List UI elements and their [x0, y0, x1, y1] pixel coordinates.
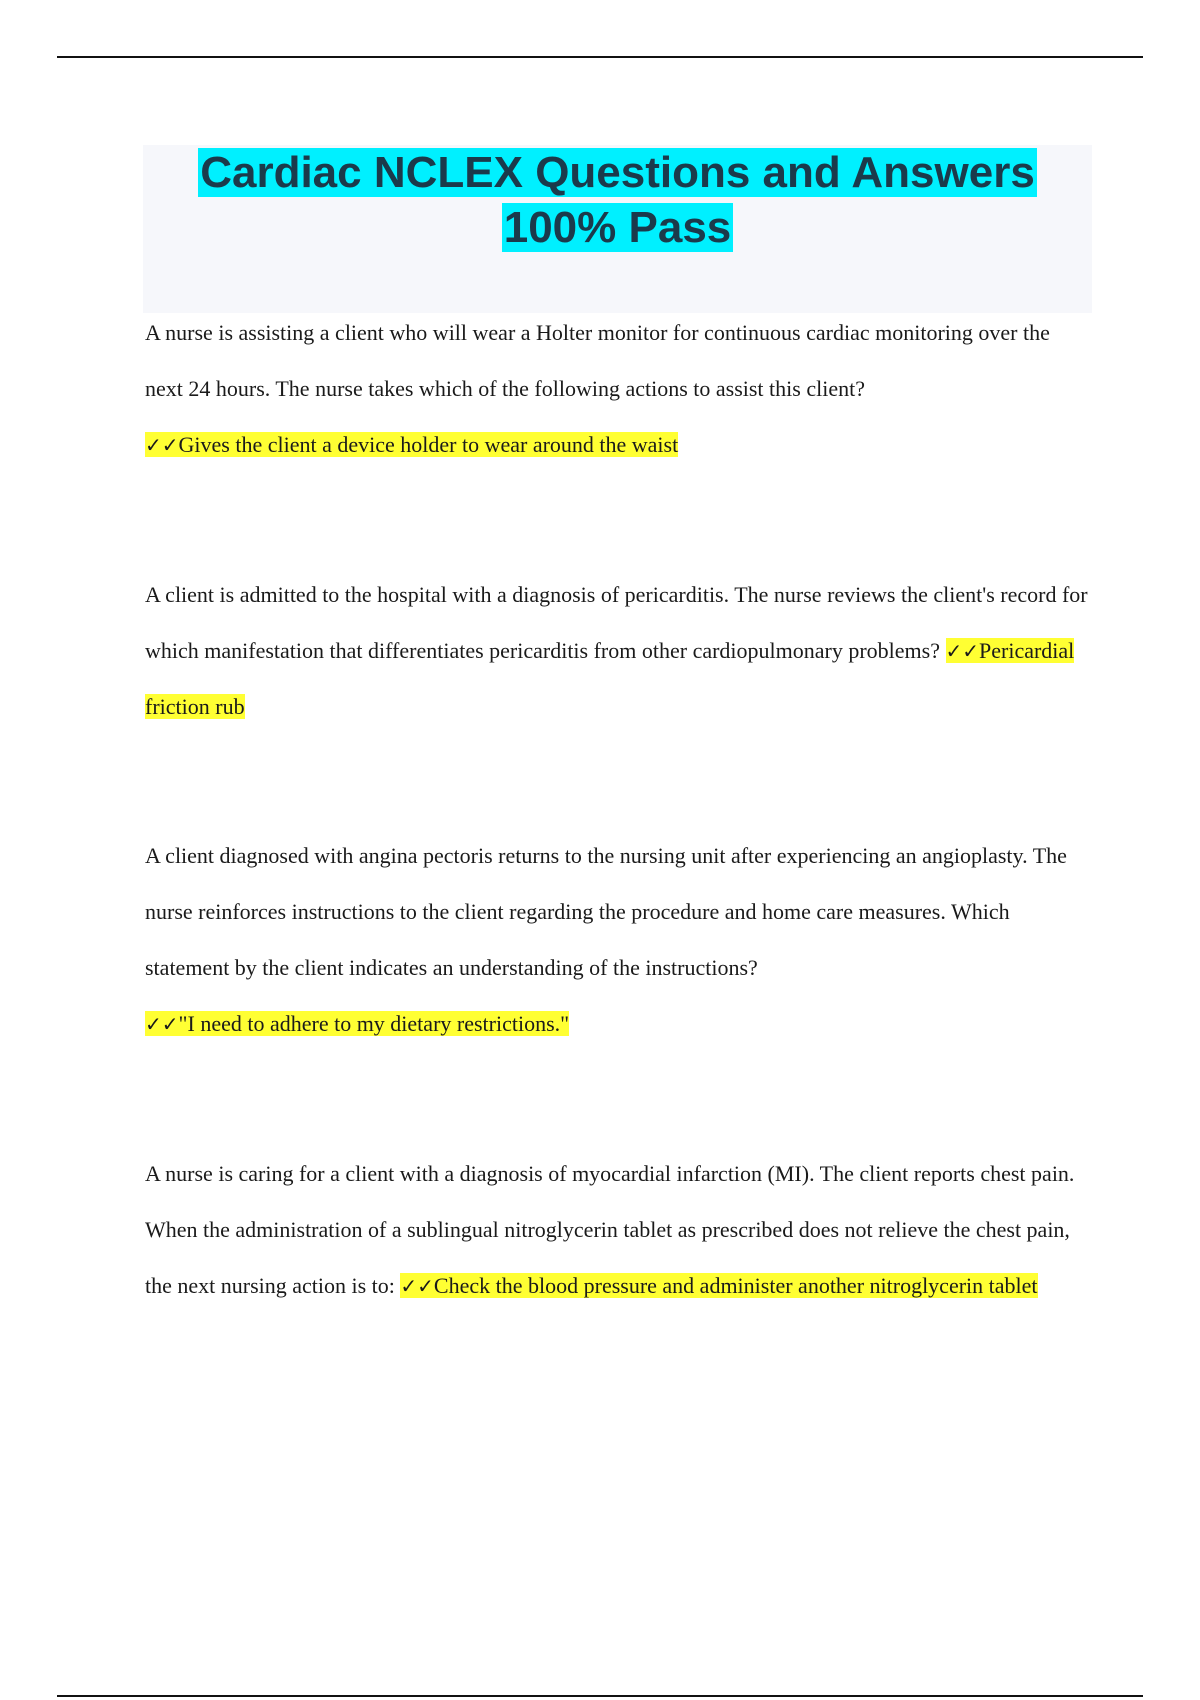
- answer-highlight: [400, 1273, 1037, 1298]
- answer-highlight: [145, 1011, 569, 1036]
- qa-item: [145, 828, 1090, 1052]
- check-icon: ✓✓: [145, 1012, 179, 1036]
- answer-text: Gives the client a device holder to wear around the waist: [178, 432, 679, 457]
- question-text: A client is admitted to the hospital with a diagnosis of pericarditis. The nurse reviews the client's record for which manifestation that differentiates pericarditis from other cardiopulmonary problems?: [145, 582, 1088, 663]
- question-text: A nurse is caring for a client with a diagnosis of myocardial infarction (MI). The client reports chest pain. When the administration of a sublingual nitroglycerin tablet as prescribed does not relieve the chest pain, the next nursing action is to:: [145, 1161, 1075, 1298]
- bottom-rule: [57, 1695, 1143, 1697]
- check-icon: ✓✓: [145, 433, 179, 457]
- answer-text: Pericardial friction rub: [145, 638, 1075, 719]
- question-text: A nurse is assisting a client who will wear a Holter monitor for continuous cardiac monitoring over the next 24 hours. The nurse takes which of the following actions to assist this client?: [145, 320, 1050, 401]
- check-icon: ✓✓: [400, 1274, 434, 1298]
- title-line-2: 100% Pass: [503, 203, 732, 252]
- qa-item: [145, 305, 1090, 473]
- question-text: A client diagnosed with angina pectoris returns to the nursing unit after experiencing an angioplasty. The nurse reinforces instructions to the client regarding the procedure and home care measures. Which statement by the client indicates an understanding of the instructions?: [145, 843, 1067, 980]
- check-icon: ✓✓: [945, 639, 980, 663]
- qa-item: [145, 1146, 1090, 1314]
- top-rule: [57, 56, 1143, 58]
- answer-highlight: [145, 432, 678, 457]
- title-block: [143, 145, 1092, 313]
- page-title: [143, 145, 1092, 255]
- answer-text: "I need to adhere to my dietary restrictions.": [178, 1011, 570, 1036]
- answer-text: Check the blood pressure and administer another nitroglycerin tablet: [433, 1273, 1038, 1298]
- qa-item: [145, 567, 1090, 735]
- title-line-1: Cardiac NCLEX Questions and Answers: [200, 148, 1035, 197]
- qa-list: [145, 305, 1090, 1408]
